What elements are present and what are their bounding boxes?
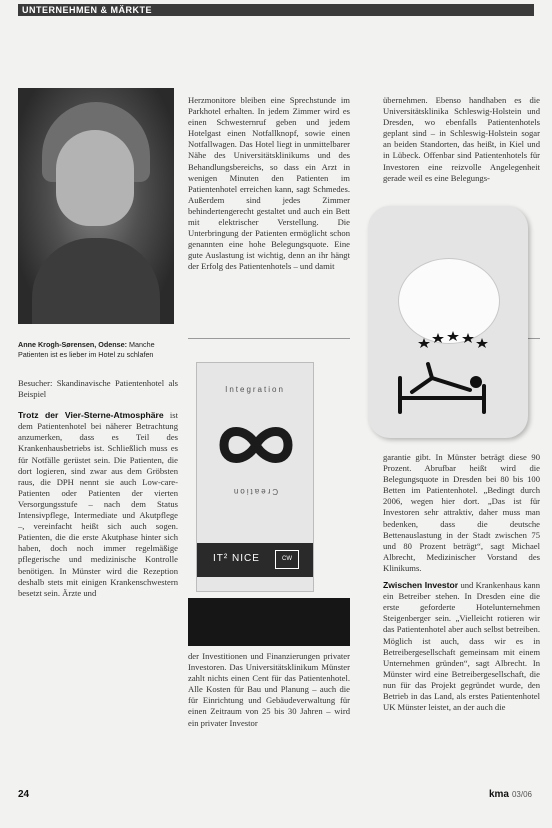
paragraph-body: und Krankenhaus kann ein Betreiber stehen. In Dresden eine die erste geforderte Hotelunternehmen Steigenberger sein. „Vielleicht rotieren wir das Patientenhotel aber auch selbst betreiben. Möglich ist auch, dass wir es in Betreibergesellschaft gemeinsam mit einem Unternehmen gründen“, sagt Albrecht. In Münster wird eine Betreibergesellschaft, die nun für das Projekt gegründet wurde, den Betrieb in das Land, als erstes Patientenhotel UK Münster leistet, an der auch die xyxy=(383,580,540,713)
magazine-name: kma xyxy=(488,789,509,800)
article-column-middle-top xyxy=(188,95,350,273)
page-number: 24 xyxy=(18,789,30,800)
section-header: UNTERNEHMEN & MÄRKTE xyxy=(18,4,534,16)
article-column-right-bottom xyxy=(383,452,540,713)
infinity-symbol-icon xyxy=(216,415,296,475)
paragraph-body: Herzmonitore bleiben eine Sprechstunde im Parkhotel erhalten. In jedem Zimmer wird es einen Schwesternruf geben und jedem Hotelgast einen Notfallknopf, sowie einen Notfallwagen. Das Hotel liegt in unmittelbarer Nähe des Universitätsklinikums und des Behandlungsbereichs, so dass ein Arzt in wenigen Minuten den Patienten im Patientenhotel erreichen kann, sagt Schmedes. Außerdem sind jedes Zimmer behindertengerecht gestaltet und auch ein Bett mit elektrischer Verstellung. Die Unterbringung der Patienten ermöglicht schon genannten eine hohe Belegungsquote. Eine gute Auslastung ist wichtig, denn an ihr hängt der Erfolg des Patientenhotels – und damit xyxy=(188,95,350,272)
article-column-middle-bottom xyxy=(188,651,350,729)
door-hanger-image xyxy=(368,206,528,438)
dark-block xyxy=(188,598,350,646)
paragraph-body: ist dem Patientenhotel bei näherer Betrachtung anzumerken, dass es Teil des Krankenhausbetriebs ist. Schließlich muss es für Notfälle gerüstet sein. Die Patienten, die dort logieren, sind zwar aus dem Gröbsten raus, die DPH nennt sie auch Low-care-Patienten oder Patienten der vierten Versorgungsstufe – nach dem Status Intensivpflege, Intermediate und Akutpflege –, vereinfacht heißt sich auch sogen. Patienten, die die erste Akutphase hinter sich haben, doch noch immer regelmäßige pflegerische und medizinische Kontrolle benötigen. In Münster wird die Rezeption deshalb stets mit einigen Krankenschwestern besetzt sein. Ärzte und xyxy=(18,410,178,598)
paragraph-lead: Trotz der Vier-Sterne-Atmosphäre xyxy=(18,410,164,421)
ad-word-top: Integration xyxy=(225,385,285,394)
ad-badge: CW xyxy=(275,550,299,569)
article-column-left xyxy=(18,378,178,599)
magazine-footer xyxy=(489,789,532,800)
paragraph-body: der Investitionen und Finanzierungen privater Investoren. Das Universitätsklinikum Münster zahlt nichts einen Cent für das Patientenhotel. Alle Kosten für Bau und Planung – auch die für Einrichtung und Gebäudeverwaltung für einen Zeitraum von 25 bis 30 Jahren – wird ein privater Investor xyxy=(188,651,350,728)
caption-text: Manche Patienten ist es lieber im Hotel zu schlafen xyxy=(18,340,155,359)
column-intro: Besucher: Skandinavische Patientenhotel als Beispiel xyxy=(18,378,178,400)
advertisement xyxy=(196,362,314,592)
paragraph xyxy=(18,410,178,599)
portrait-face xyxy=(56,130,134,226)
caption-name: Anne Krogh-Sørensen, Odense: xyxy=(18,340,128,349)
ad-brand: IT² NICE xyxy=(213,553,260,564)
paragraph-body: garantie gibt. In Münster beträgt diese 90 Prozent. Abrufbar heißt wird die Belegungsquote in Dresden bei 80 bis 100 Betten im Patientenhotel. „Bedingt durch 2006, wegen hier dort. „Das ist für Investoren sehr attraktiv, daher muss man bedenken, dass die deutsche Bettenauslastung in der Stadt zwischen 75 und 80 Prozent beträgt“, sagt Michael Albrecht, Medizinischer Vorstand des Klinikums. xyxy=(383,452,540,573)
column-rule xyxy=(188,338,350,339)
issue-number: 03/06 xyxy=(511,790,532,799)
article-column-right-top xyxy=(383,95,540,184)
portrait-shoulders xyxy=(32,238,160,324)
paragraph-body: übernehmen. Ebenso handhaben es die Universitätsklinika Schleswig-Holstein und Dresden, wo ebenfalls Patientenhotels geplant sind – in Schleswig-Holstein sogar an beiden Standorten, das heißt, in Kiel und in Lübeck. Offenbar sind Patientenhotels für Investoren eine reizvolle Angelegenheit gerade weil es eine Belegungs- xyxy=(383,95,540,183)
paragraph-lead: Zwischen Investor xyxy=(383,580,459,591)
ad-word-bottom: Creation xyxy=(231,487,279,496)
portrait-photo xyxy=(18,88,174,324)
photo-caption xyxy=(18,340,178,359)
patient-bed-icon xyxy=(392,356,492,416)
paragraph xyxy=(383,580,540,713)
stars-icon xyxy=(418,330,488,352)
